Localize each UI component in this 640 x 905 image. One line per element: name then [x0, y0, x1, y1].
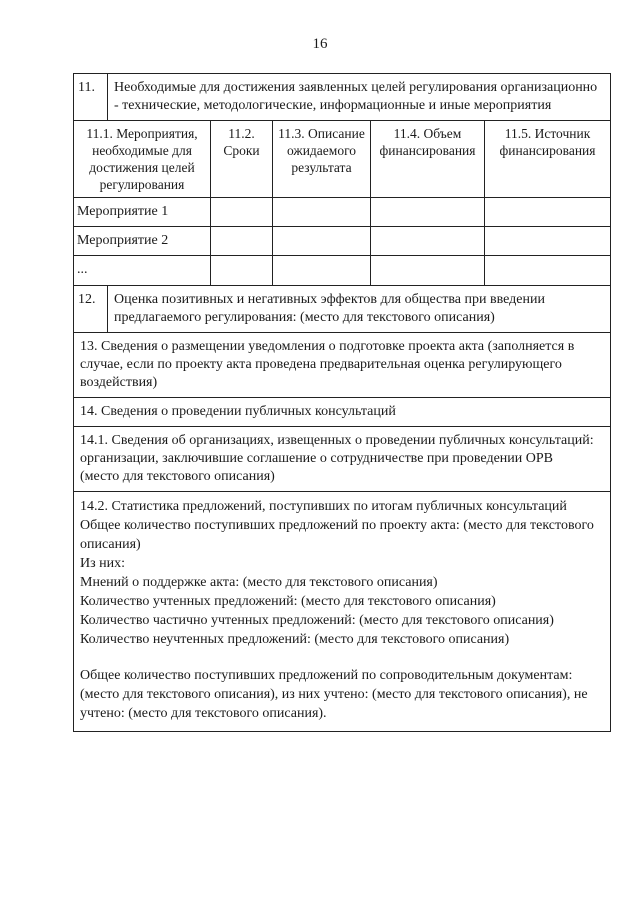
- table-cell: [273, 256, 371, 285]
- of-them-label: Из них:: [80, 556, 126, 571]
- section-14-1-text: 14.1. Сведения об организациях, извещенных о проведении публичных консультаций: организации, заключившие соглашение о сотрудничестве при проведении ОРВ: [80, 433, 594, 466]
- partially-accounted-proposals: Количество частично учтенных предложений: (место для текстового описания): [80, 613, 554, 628]
- ria-form: [73, 73, 611, 732]
- table-cell: [371, 227, 485, 256]
- section-14-2: [73, 492, 611, 732]
- table-cell: Мероприятие 1: [74, 198, 211, 227]
- accounted-proposals: Количество учтенных предложений: (место для текстового описания): [80, 594, 496, 609]
- support-opinions: Мнений о поддержке акта: (место для текстового описания): [80, 575, 438, 590]
- funding-volume-col-header: 11.4. Объем финансирования: [371, 121, 485, 198]
- measures-table: [74, 121, 610, 285]
- deadlines-col-header: 11.2. Сроки: [211, 121, 273, 198]
- section-11: [73, 73, 611, 286]
- table-cell: [211, 256, 273, 285]
- page-number: 16: [312, 36, 328, 52]
- section-11-number: 11.: [74, 74, 108, 120]
- section-12-number: 12.: [74, 286, 108, 332]
- section-12-text: Оценка позитивных и негативных эффектов для общества при введении предлагаемого регулирования: (место для текстового описания): [114, 292, 545, 325]
- table-cell: [211, 198, 273, 227]
- spacer: [80, 649, 604, 666]
- table-cell: Мероприятие 2: [74, 227, 211, 256]
- not-accounted-proposals: Количество неучтенных предложений: (место для текстового описания): [80, 632, 510, 647]
- table-cell: [371, 198, 485, 227]
- funding-source-col-header: 11.5. Источник финансирования: [485, 121, 610, 198]
- table-cell: [211, 227, 273, 256]
- table-cell: [371, 256, 485, 285]
- total-proposals: Общее количество поступивших предложений по проекту акта: (место для текстового описания): [80, 518, 594, 552]
- section-12: [73, 286, 611, 333]
- accompanying-documents-proposals: Общее количество поступивших предложений по сопроводительным документам: (место для текстового описания), из них учтено: (место для текстового описания), не учтено: (место для текстового описания).: [80, 668, 588, 721]
- section-14-2-title: 14.2. Статистика предложений, поступивших по итогам публичных консультаций: [80, 499, 567, 514]
- table-cell: [485, 198, 610, 227]
- section-11-title: Необходимые для достижения заявленных целей регулирования организационно - технические, методологические, информационные и иные мероприятия: [114, 80, 598, 113]
- table-cell: [273, 198, 371, 227]
- table-cell: ...: [74, 256, 211, 285]
- section-14: 14. Сведения о проведении публичных консультаций: [73, 398, 611, 427]
- table-cell: [485, 256, 610, 285]
- table-cell: [485, 227, 610, 256]
- measures-col-header: 11.1. Мероприятия, необходимые для достижения целей регулирования: [74, 121, 211, 198]
- expected-result-col-header: 11.3. Описание ожидаемого результата: [273, 121, 371, 198]
- table-cell: [273, 227, 371, 256]
- section-14-1-placeholder: (место для текстового описания): [80, 469, 275, 484]
- section-14-1: [73, 427, 611, 492]
- section-13: 13. Сведения о размещении уведомления о подготовке проекта акта (заполняется в случае, если по проекту акта проведена предварительная оценка регулирующего воздействия): [73, 333, 611, 398]
